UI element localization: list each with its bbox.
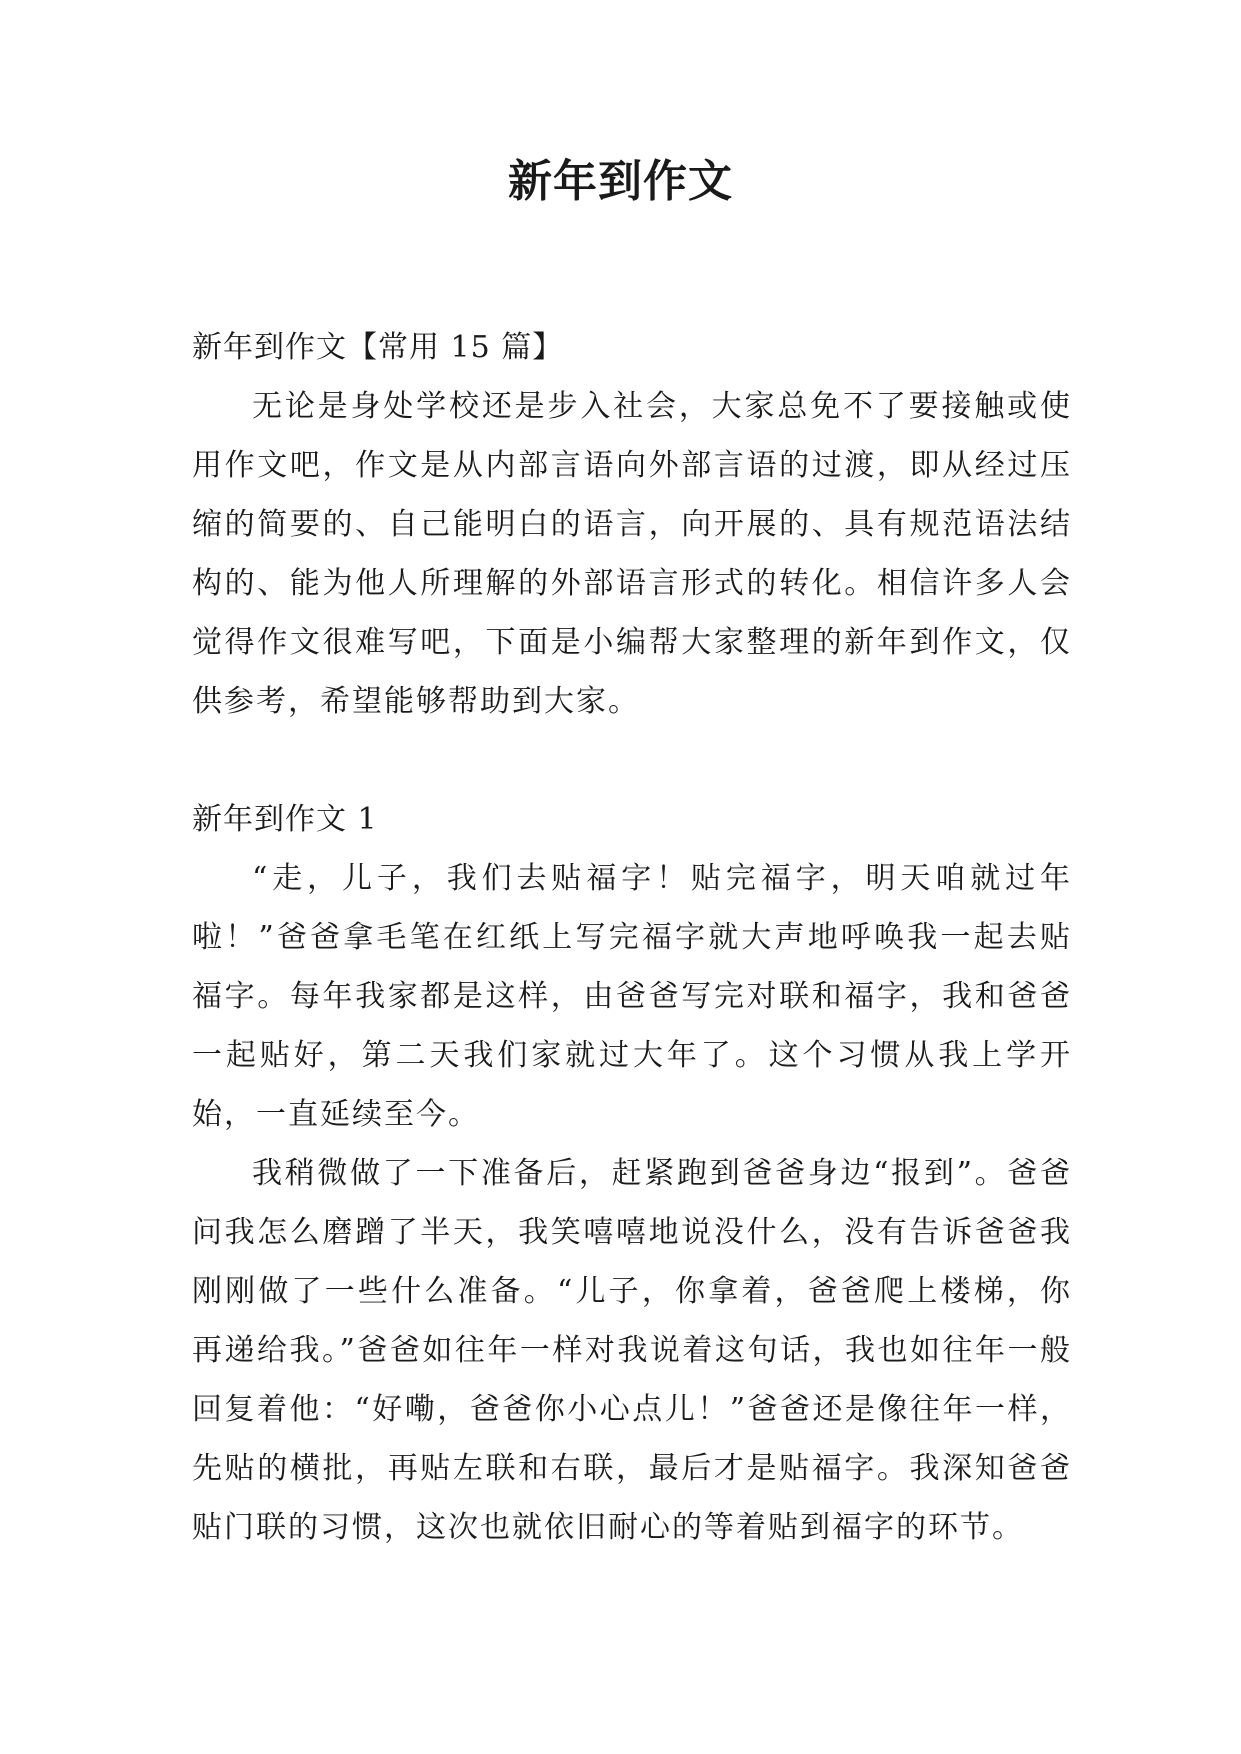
- section-heading: 新年到作文 1: [192, 802, 378, 837]
- essay-paragraph: 我稍微做了一下准备后，赶紧跑到爸爸身边“报到”。爸爸问我怎么磨蹭了半天，我笑嘻嘻地说没什么，没有告诉爸爸我刚刚做了一些什么准备。“儿子，你拿着，爸爸爬上楼梯，你再递给我。”爸爸如往年一样对我说着这句话，我也如往年一般回复着他：“好嘞，爸爸你小心点儿！”爸爸还是像往年一样，先贴的横批，再贴左联和右联，最后才是贴福字。我深知爸爸贴门联的习惯，这次也就依旧耐心的等着贴到福字的环节。: [192, 1156, 1072, 1545]
- intro-paragraph: 无论是身处学校还是步入社会，大家总免不了要接触或使用作文吧，作文是从内部言语向外部言语的过渡，即从经过压缩的简要的、自己能明白的语言，向开展的、具有规范语法结构的、能为他人所理解的外部语言形式的转化。相信许多人会觉得作文很难写吧，下面是小编帮大家整理的新年到作文，仅供参考，希望能够帮助到大家。: [192, 389, 1072, 719]
- essay-1-section: [192, 790, 1072, 1557]
- intro-section: [192, 318, 1072, 731]
- section-heading: 新年到作文【常用 15 篇】: [192, 330, 564, 365]
- document-body: [192, 318, 1072, 1557]
- essay-paragraph: “走，儿子，我们去贴福字！贴完福字，明天咱就过年啦！”爸爸拿毛笔在红纸上写完福字就大声地呼唤我一起去贴福字。每年我家都是这样，由爸爸写完对联和福字，我和爸爸一起贴好，第二天我们家就过大年了。这个习惯从我上学开始，一直延续至今。: [192, 861, 1072, 1132]
- page-title: 新年到作文: [508, 156, 733, 207]
- section-spacer: [192, 731, 1072, 790]
